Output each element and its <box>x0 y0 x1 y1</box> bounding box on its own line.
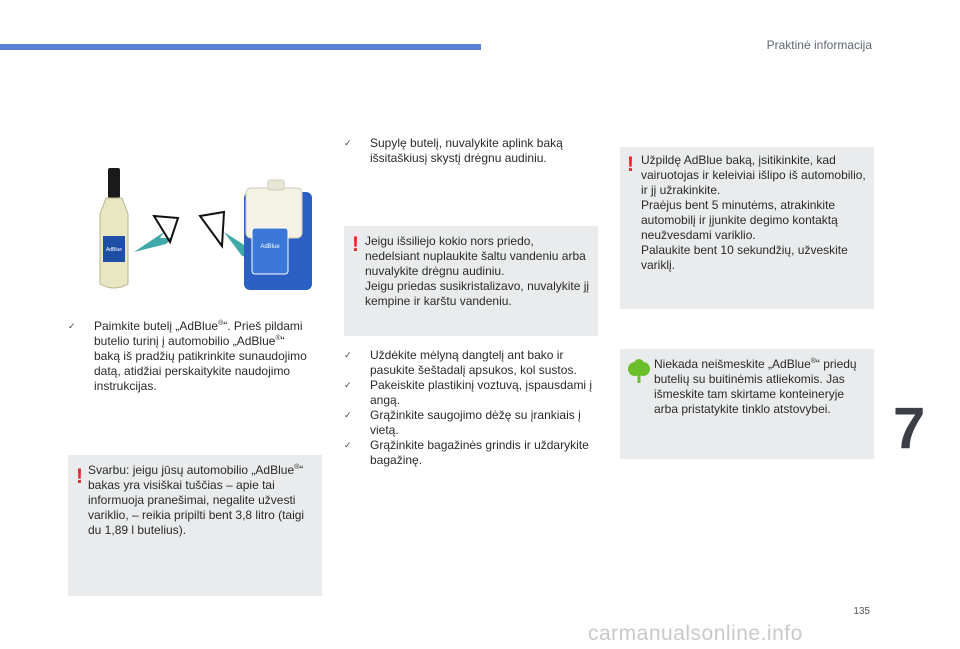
adblue-bottle <box>100 168 128 288</box>
warning-box-empty-tank <box>68 455 322 596</box>
warning-icon: ! <box>352 233 359 256</box>
nozzle-cap-right <box>200 212 224 246</box>
list-item: ✓ Grąžinkite saugojimo dėžę su įrankiais į vietą. <box>344 408 581 437</box>
bullet-icon: ✓ <box>344 380 352 390</box>
bullet-icon: ✓ <box>68 321 76 331</box>
section-title: Praktinė informacija <box>766 38 872 52</box>
adblue-illustration <box>92 168 322 298</box>
instruction-wipe-spill: ✓ Supylę butelį, nuvalykite aplink baką išsitaškiusį skystį drėgnu audiniu. <box>344 136 563 165</box>
instruction-list-finish <box>344 348 604 468</box>
eco-text: Niekada neišmeskite „AdBlue®“ priedų butelių su buitinėmis atliekomis. Jas išmeskite tam skirtame konteineryje arba pristatykite tinklo atstovybei. <box>654 357 857 416</box>
warning-icon: ! <box>76 465 83 488</box>
adblue-canister <box>244 180 312 290</box>
warning-box-spilled-additive <box>344 226 598 336</box>
leaf-icon <box>626 359 652 385</box>
warning-text: Svarbu: jeigu jūsų automobilio „AdBlue®“ bakas yra visiškai tuščias – apie tai informuoja pranešimai, negalite užvesti variklio, – reikia pripilti bent 3,8 litro (taigi du 1,89 l butelius). <box>88 463 305 537</box>
warning-icon: ! <box>627 153 634 176</box>
warning-text: Jeigu išsiliejo kokio nors priedo, nedelsiant nuplaukite šaltu vandeniu arba nuvalykite drėgnu audiniu. Jeigu priedas susikristalizavo, nuvalykite jį kempine ir karštu vandeniu. <box>365 234 590 308</box>
page-number: 135 <box>853 606 870 617</box>
bullet-icon: ✓ <box>344 138 352 148</box>
bullet-icon: ✓ <box>344 350 352 360</box>
list-item: ✓ Grąžinkite bagažinės grindis ir uždarykite bagažinę. <box>344 438 589 467</box>
eco-box-disposal <box>620 349 874 459</box>
list-item: ✓ Pakeiskite plastikinį voztuvą, įspausdami į angą. <box>344 378 593 407</box>
bullet-icon: ✓ <box>344 440 352 450</box>
header-accent-bar <box>0 44 481 50</box>
watermark: carmanualsonline.info <box>588 622 803 645</box>
instruction-take-bottle: ✓ Paimkite butelį „AdBlue®“. Prieš pildami butelio turinį į automobilio „AdBlue®“ baką iš pradžių patikrinkite sunaudojimo datą, atidžiai perskaitykite naudojimo instrukcijas. <box>68 319 307 393</box>
warning-text: Užpildę AdBlue baką, įsitikinkite, kad vairuotojas ir keleiviai išlipo iš automobilio, ir jį užrakinkite. Praėjus bent 5 minutėms, atrakinkite automobilį ir įjunkite degimo kontaktą neužvesdami variklio. Palaukite bent 10 sekundžių, užveskite variklį. <box>641 153 866 272</box>
warning-box-after-refill <box>620 147 874 309</box>
bottle-label: AdBlue <box>105 247 123 253</box>
bullet-icon: ✓ <box>344 410 352 420</box>
chapter-number: 7 <box>893 396 926 461</box>
canister-label: AdBlue <box>260 244 280 250</box>
list-item: ✓ Uždėkite mėlyną dangtelį ant bako ir pasukite šeštadalį apsukos, kol sustos. <box>344 348 577 377</box>
